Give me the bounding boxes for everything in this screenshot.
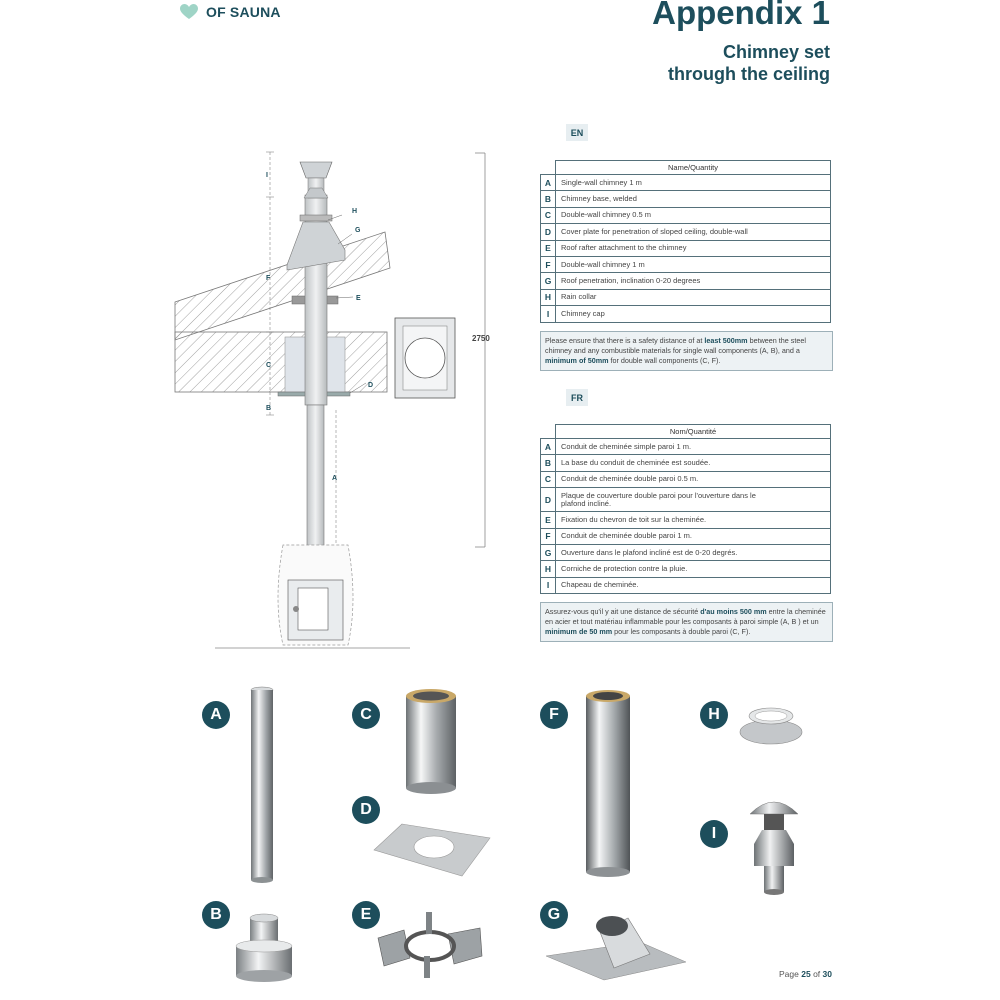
row-text: Fixation du chevron de toit sur la cheminée. (556, 512, 831, 528)
row-letter: F (541, 528, 556, 544)
height-dimension (475, 153, 485, 547)
row-letter: B (541, 455, 556, 471)
page-title: Appendix 1 (652, 0, 830, 31)
safety-note-fr (540, 602, 833, 642)
note-text: entre la cheminée en acier et tout matériau inflammable pour les composants à paroi simple (A, B ) et un (545, 607, 826, 626)
brand-name: OF SAUNA (206, 4, 281, 20)
note-emphasis: minimum de 50 mm (545, 627, 613, 636)
ceiling-section (175, 332, 387, 392)
chimney-cap-image (746, 792, 802, 896)
photo-label-h: H (700, 701, 728, 729)
of-word: of (813, 969, 821, 979)
row-letter: C (541, 471, 556, 487)
table-row (541, 561, 831, 577)
table-row (541, 528, 831, 544)
table-row (541, 273, 831, 289)
height-label: 2750 (472, 334, 490, 343)
table-row (541, 471, 831, 487)
row-letter: H (541, 561, 556, 577)
row-text: Roof penetration, inclination 0-20 degrees (556, 273, 831, 289)
row-letter: B (541, 191, 556, 207)
roof-section (175, 232, 390, 340)
table-row (541, 191, 831, 207)
subtitle-line-1: Chimney set (722, 42, 830, 62)
table-row (541, 488, 831, 512)
row-letter: A (541, 175, 556, 191)
table-row (541, 224, 831, 240)
current-page: 25 (801, 969, 811, 979)
double-wall-chimney-short-image (400, 686, 462, 794)
rain-collar-image (738, 702, 804, 748)
row-text: Conduit de cheminée double paroi 1 m. (556, 528, 831, 544)
table-row (541, 544, 831, 560)
photo-label-e: E (352, 901, 380, 929)
note-text: Assurez-vous qu'il y ait une distance de sécurité (545, 607, 701, 616)
table-row (541, 207, 831, 223)
total-pages: 30 (822, 969, 832, 979)
photo-label-f: F (540, 701, 568, 729)
row-text: Chapeau de cheminée. (556, 577, 831, 593)
page-subtitle (668, 41, 830, 85)
cover-plate-image (372, 820, 492, 880)
row-letter: I (541, 306, 556, 322)
cover-plate-view (395, 318, 455, 398)
table-row (541, 512, 831, 528)
note-text: Please ensure that there is a safety distance of at (545, 336, 705, 345)
note-text: pour les composants à double paroi (C, F). (612, 627, 751, 636)
row-text: Cover plate for penetration of sloped ceiling, double-wall (556, 224, 831, 240)
safety-note-en (540, 331, 833, 371)
subtitle-line-2: through the ceiling (668, 64, 830, 84)
note-emphasis: minimum of 50mm (545, 356, 609, 365)
table-row (541, 577, 831, 593)
rafter-attachment-image (376, 908, 484, 980)
table-row (541, 240, 831, 256)
note-text: for double wall components (C, F). (608, 356, 721, 365)
table-row (541, 455, 831, 471)
table-row (541, 289, 831, 305)
chimney-diagram (170, 140, 500, 660)
row-text: Rain collar (556, 289, 831, 305)
table-header: Nom/Quantité (556, 425, 831, 439)
row-text: Roof rafter attachment to the chimney (556, 240, 831, 256)
row-letter: E (541, 512, 556, 528)
diagram-label-g: G (355, 227, 361, 234)
photo-label-i: I (700, 820, 728, 848)
table-header: Name/Quantity (556, 161, 831, 175)
row-letter: F (541, 256, 556, 272)
photo-label-d: D (352, 796, 380, 824)
lang-badge-fr: FR (566, 389, 588, 406)
table-row (541, 439, 831, 455)
note-emphasis: d'au moins 500 mm (700, 607, 767, 616)
row-text: Corniche de protection contre la pluie. (556, 561, 831, 577)
photo-label-a: A (202, 701, 230, 729)
row-letter: A (541, 439, 556, 455)
photo-label-b: B (202, 901, 230, 929)
roof-penetration-image (544, 912, 688, 982)
row-text: Plaque de couverture double paroi pour l'ouverture dans le plafond incliné. (556, 488, 831, 512)
row-letter: G (541, 273, 556, 289)
table-row (541, 175, 831, 191)
diagram-label-f: F (266, 275, 271, 282)
row-letter: D (541, 488, 556, 512)
diagram-label-h: H (352, 208, 358, 215)
lang-badge-en: EN (566, 124, 588, 141)
row-text: La base du conduit de cheminée est soudée. (556, 455, 831, 471)
row-text: Double-wall chimney 0.5 m (556, 207, 831, 223)
double-wall-chimney-long-image (580, 686, 636, 878)
diagram-label-a: A (332, 475, 338, 482)
row-letter: I (541, 577, 556, 593)
row-text: Conduit de cheminée double paroi 0.5 m. (556, 471, 831, 487)
photo-label-c: C (352, 701, 380, 729)
photo-label-g: G (540, 901, 568, 929)
row-text: Chimney cap (556, 306, 831, 322)
row-letter: G (541, 544, 556, 560)
table-row (541, 256, 831, 272)
page-number (779, 969, 832, 979)
row-text: Conduit de cheminée simple paroi 1 m. (556, 439, 831, 455)
diagram-label-c: C (266, 362, 272, 369)
row-text: Single-wall chimney 1 m (556, 175, 831, 191)
stove-outline (278, 545, 353, 645)
row-letter: C (541, 207, 556, 223)
row-text: Double-wall chimney 1 m (556, 256, 831, 272)
diagram-label-b: B (266, 405, 272, 412)
parts-table-fr (540, 424, 831, 594)
page-word: Page (778, 969, 799, 979)
diagram-label-i: I (266, 172, 268, 179)
single-wall-chimney-image (246, 686, 278, 886)
parts-table-en (540, 160, 831, 323)
note-emphasis: least 500mm (704, 336, 748, 345)
row-text: Chimney base, welded (556, 191, 831, 207)
table-row (541, 306, 831, 322)
row-letter: E (541, 240, 556, 256)
diagram-label-d: D (368, 382, 374, 389)
row-letter: D (541, 224, 556, 240)
note-text: between the steel chimney and any combustible materials for single wall components (A, B), and a (545, 336, 806, 355)
row-text: Ouverture dans le plafond incliné est de 0-20 degrés. (556, 544, 831, 560)
chimney-base-image (234, 912, 294, 988)
brand (180, 4, 281, 20)
heart-icon (180, 4, 198, 20)
row-letter: H (541, 289, 556, 305)
diagram-label-e: E (356, 295, 361, 302)
